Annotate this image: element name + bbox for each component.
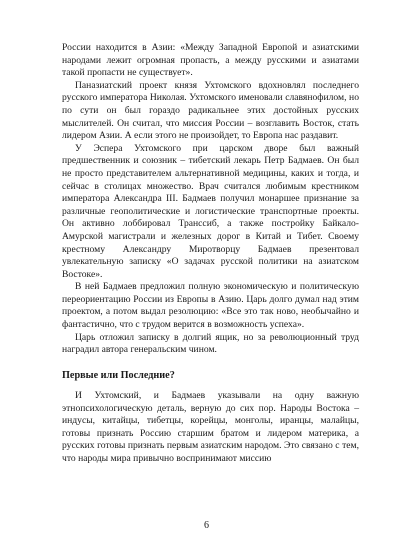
paragraph: Паназиатский проект князя Ухтомского вдохновлял последнего русского императора Николая. Ухтомского именовали славянофилом, но по сути он был гораздо радикальнее этих достойных русских мыслителей. Он считал, что миссия России – возглавить Восток, стать лидером Азии. А если этого не произойдет, то Европа нас раздавит. [62,79,359,142]
paragraph: Царь отложил записку в долгий ящик, но за революционный труд наградил автора генеральским чином. [62,331,359,356]
paragraph: России находится в Азии: «Между Западной Европой и азиатскими народами лежит огромная пропасть, а между русскими и азиатами такой пропасти не существует». [62,42,359,79]
paragraph: И Ухтомский, и Бадмаев указывали на одну важную этнопсихологическую деталь, верную до сих пор. Народы Востока – индусы, китайцы, тибетцы, корейцы, монголы, иранцы, малайцы, готовы признать Россию старшим братом и лидером материка, а русских готовы признать первым азиатским народом. Это связано с тем, что народы мира привычно воспринимают миссию [62,390,359,464]
section-heading: Первые или Последние? [62,370,175,381]
text-block-top [62,42,359,357]
paragraph: В ней Бадмаев предложил полную экономическую и политическую переориентацию России из Европы в Азию. Царь долго думал над этим проектом, а потом выдал резолюцию: «Все это так ново, необычайно и фантастично, что с трудом верится в возможность успеха». [62,281,359,331]
page-number: 6 [204,520,209,531]
paragraph: У Эспера Ухтомского при царском дворе был важный предшественник и союзник – тибетский лекарь Петр Бадмаев. Он был не просто представителем альтернативной медицины, каких и тогда, и сейчас в столицах множество. Врач считался любимым крестником императора Александра III. Бадмаев получил монаршее признание за различные геополитические и логистические транспортные проекты. Он активно лоббировал Транссиб, а также постройку Байкало-Амурской магистрали и железных дорог в Китай и Тибет. Своему крестному Александру Миротворцу Бадмаев презентовал увлекательную записку «О задачах русской политики на азиатском Востоке». [62,142,359,280]
text-block-bottom [62,390,359,466]
